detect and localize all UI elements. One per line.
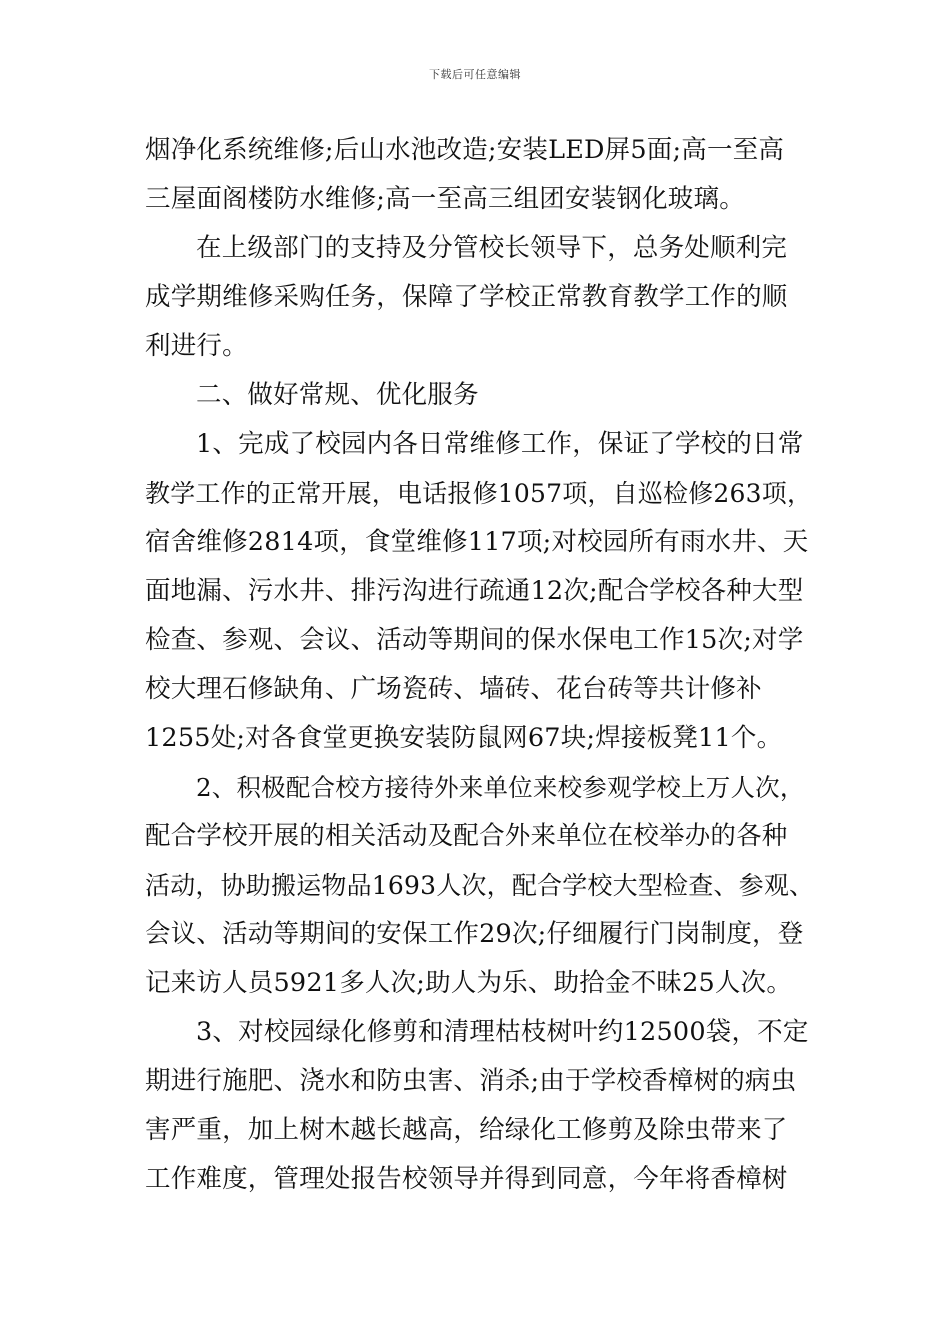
text-line: 害严重，加上树木越长越高，给绿化工修剪及除虫带来了 xyxy=(145,1115,788,1145)
text-line: 利进行。 xyxy=(145,331,248,361)
text-line: 校大理石修缺角、广场瓷砖、墙砖、花台砖等共计修补 xyxy=(145,674,762,704)
text-line: 宿舍维修2814项，食堂维修117项;对校园所有雨水井、天 xyxy=(145,527,809,557)
text-line: 检查、参观、会议、活动等期间的保水保电工作15次;对学 xyxy=(145,625,804,655)
text-line: 会议、活动等期间的安保工作29次;仔细履行门岗制度，登 xyxy=(145,919,804,949)
document-body xyxy=(145,126,815,1204)
text-line: 二、做好常规、优化服务 xyxy=(196,380,479,410)
text-line: 成学期维修采购任务，保障了学校正常教育教学工作的顺 xyxy=(145,282,788,312)
text-line: 教学工作的正常开展，电话报修1057项，自巡检修263项， xyxy=(145,479,813,508)
text-line: 期进行施肥、浇水和防虫害、消杀;由于学校香樟树的病虫 xyxy=(145,1066,797,1096)
text-line: 1255处;对各食堂更换安装防鼠网67块;焊接板凳11个。 xyxy=(145,723,783,753)
text-line: 三屋面阁楼防水维修;高一至高三组团安装钢化玻璃。 xyxy=(145,184,745,214)
text-line: 在上级部门的支持及分管校长领导下，总务处顺利完 xyxy=(196,233,788,263)
text-line: 记来访人员5921多人次;助人为乐、助拾金不昧25人次。 xyxy=(145,968,793,998)
text-line: 烟净化系统维修;后山水池改造;安装LED屏5面;高一至高 xyxy=(145,135,785,165)
text-line: 面地漏、污水井、排污沟进行疏通12次;配合学校各种大型 xyxy=(145,576,804,606)
text-line: 工作难度，管理处报告校领导并得到同意，今年将香樟树 xyxy=(145,1164,788,1194)
text-line: 配合学校开展的相关活动及配合外来单位在校举办的各种 xyxy=(145,821,788,851)
text-line: 活动，协助搬运物品1693人次，配合学校大型检查、参观、 xyxy=(145,871,815,900)
text-line: 3、对校园绿化修剪和清理枯枝树叶约12500袋，不定 xyxy=(196,1017,809,1047)
text-line: 2、积极配合校方接待外来单位来校参观学校上万人次， xyxy=(196,773,805,802)
text-line: 1、完成了校园内各日常维修工作，保证了学校的日常 xyxy=(196,429,804,459)
page-header: 下载后可任意编辑 xyxy=(429,68,521,81)
